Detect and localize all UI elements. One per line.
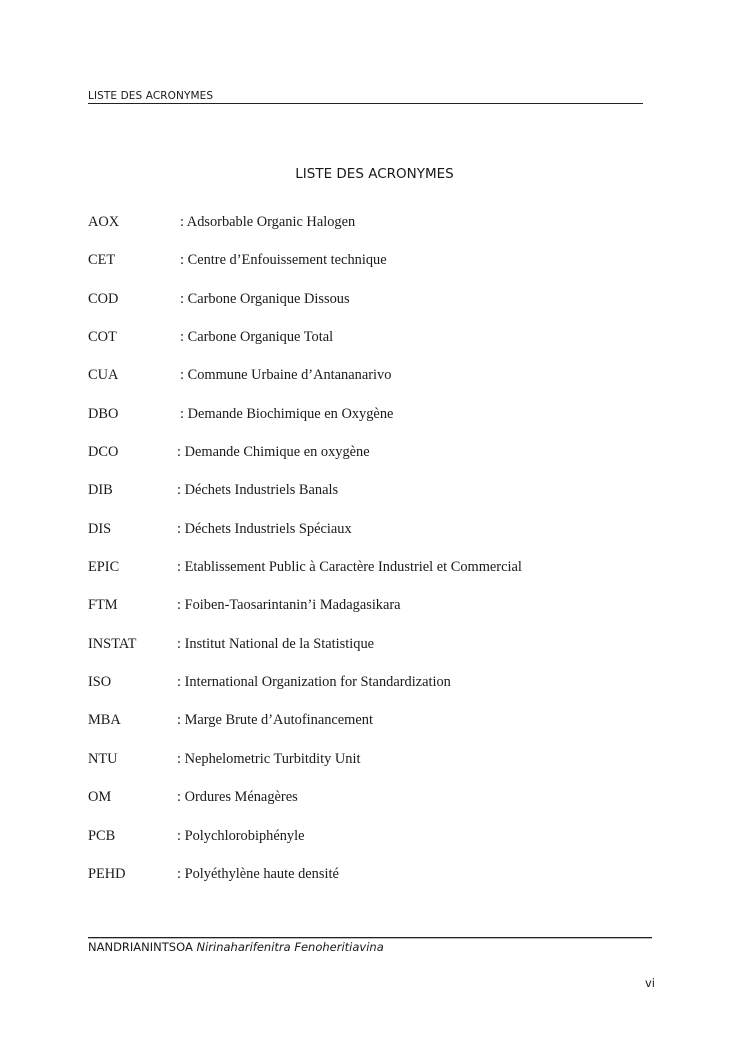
acronym-row xyxy=(88,864,648,902)
running-header-title: LISTE DES ACRONYMES xyxy=(88,90,214,102)
acronym-term: ISO xyxy=(88,674,112,691)
acronym-row xyxy=(88,672,648,710)
acronym-definition: : Déchets Industriels Spéciaux xyxy=(177,520,352,537)
acronym-definition: : Demande Chimique en oxygène xyxy=(177,444,370,461)
running-header xyxy=(88,89,643,104)
acronym-row xyxy=(88,787,648,825)
acronym-term: CUA xyxy=(88,367,119,384)
acronym-row xyxy=(88,327,648,365)
acronym-term: FTM xyxy=(88,597,118,614)
acronym-term: INSTAT xyxy=(88,635,137,652)
acronym-list xyxy=(88,212,648,902)
acronym-row xyxy=(88,595,648,633)
acronym-definition: : Carbone Organique Dissous xyxy=(180,290,350,307)
acronym-term: AOX xyxy=(88,214,120,230)
acronym-term: EPIC xyxy=(88,559,120,576)
acronym-definition: : Déchets Industriels Banals xyxy=(177,482,339,499)
page-number: vi xyxy=(644,976,655,990)
acronym-term: DIB xyxy=(88,482,113,499)
acronym-row xyxy=(88,749,648,787)
acronym-row xyxy=(88,710,648,748)
acronym-row xyxy=(88,250,648,288)
acronym-row xyxy=(88,289,648,327)
acronym-definition: : International Organization for Standardization xyxy=(177,674,451,691)
acronym-row xyxy=(88,480,648,518)
acronym-term: NTU xyxy=(88,750,118,767)
acronym-term: COT xyxy=(88,329,117,346)
acronym-row xyxy=(88,557,648,595)
author-given-names: Nirinaharifenitra Fenoheritiavina xyxy=(196,940,384,954)
acronym-definition: : Institut National de la Statistique xyxy=(177,635,375,652)
acronym-term: CET xyxy=(88,252,116,269)
acronym-definition: : Adsorbable Organic Halogen xyxy=(180,214,356,230)
acronym-definition: : Marge Brute d’Autofinancement xyxy=(177,712,373,729)
acronym-term: DCO xyxy=(88,444,119,461)
author-surname: NANDRIANINTSOA xyxy=(88,940,193,954)
acronym-row xyxy=(88,519,648,557)
acronym-definition: : Foiben-Taosarintanin’i Madagasikara xyxy=(177,597,401,614)
acronym-row xyxy=(88,826,648,864)
acronym-term: COD xyxy=(88,290,119,307)
acronym-definition: : Centre d’Enfouissement technique xyxy=(180,252,387,269)
page-title: LISTE DES ACRONYMES xyxy=(295,166,454,182)
acronym-definition: : Etablissement Public à Caractère Industriel et Commercial xyxy=(177,559,522,576)
acronym-term: DIS xyxy=(88,520,112,537)
acronym-definition: : Polychlorobiphényle xyxy=(177,827,305,844)
acronym-definition: : Demande Biochimique en Oxygène xyxy=(180,405,394,422)
acronym-row xyxy=(88,404,648,442)
acronym-term: PEHD xyxy=(88,865,126,882)
footer-author xyxy=(88,938,384,956)
acronym-term: PCB xyxy=(88,827,116,844)
acronym-term: MBA xyxy=(88,712,121,729)
acronym-term: DBO xyxy=(88,405,119,422)
acronym-term: OM xyxy=(88,789,112,806)
acronym-definition: : Polyéthylène haute densité xyxy=(177,865,339,882)
acronym-definition: : Carbone Organique Total xyxy=(180,329,334,346)
acronym-row xyxy=(88,634,648,672)
acronym-row xyxy=(88,212,648,250)
acronym-row xyxy=(88,365,648,403)
acronym-definition: : Nephelometric Turbitdity Unit xyxy=(177,750,361,767)
acronym-row xyxy=(88,442,648,480)
acronym-definition: : Ordures Ménagères xyxy=(177,789,298,806)
acronym-definition: : Commune Urbaine d’Antananarivo xyxy=(180,367,392,384)
